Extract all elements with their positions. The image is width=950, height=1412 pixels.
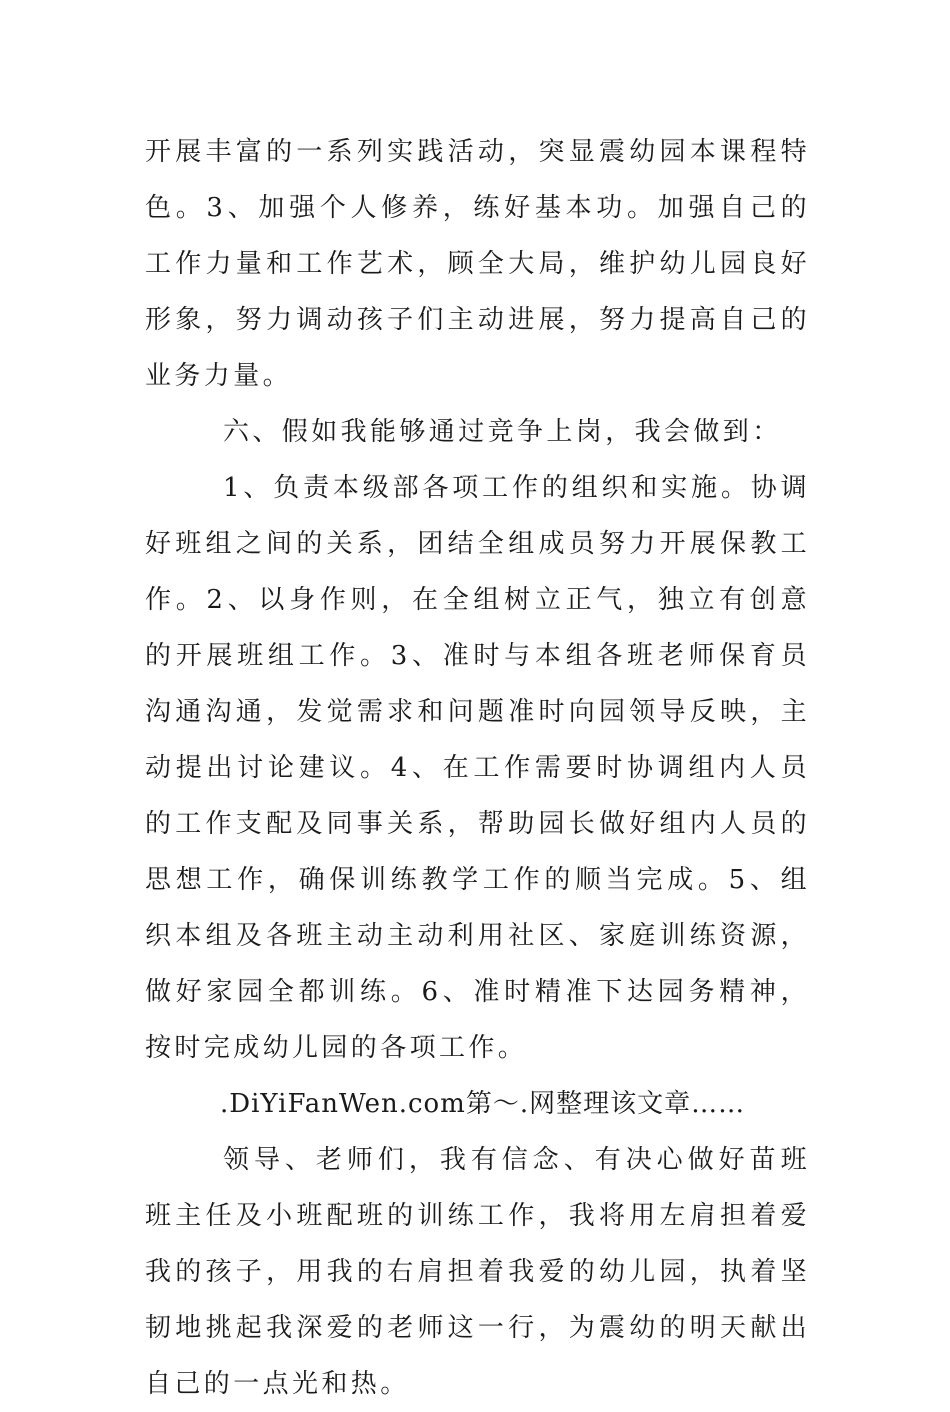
- paragraph-closing: 领导、老师们，我有信念、有决心做好苗班班主任及小班配班的训练工作，我将用左肩担着爱我的孩子，用我的右肩担着我爱的幼儿园，执着坚韧地挑起我深爱的老师这一行，为震幼的明天献出自己的一点光和热。: [145, 1145, 810, 1399]
- section-heading-six: 六、假如我能够通过竞争上岗，我会做到：: [223, 417, 782, 447]
- document-body: [145, 124, 810, 1412]
- paragraph-duties: 1、负责本级部各项工作的组织和实施。协调好班组之间的关系，团结全组成员努力开展保教工作。2、以身作则，在全组树立正气，独立有创意的开展班组工作。3、准时与本组各班老师保育员沟通沟通，发觉需求和问题准时向园领导反映，主动提出讨论建议。4、在工作需要时协调组内人员的工作支配及同事关系，帮助园长做好组内人员的思想工作，确保训练教学工作的顺当完成。5、组织本组及各班主动主动利用社区、家庭训练资源，做好家园全都训练。6、准时精准下达园务精神，按时完成幼儿园的各项工作。: [145, 473, 810, 1063]
- paragraph-continuation: 开展丰富的一系列实践活动，突显震幼园本课程特色。3、加强个人修养，练好基本功。加强自己的工作力量和工作艺术，顾全大局，维护幼儿园良好形象，努力调动孩子们主动进展，努力提高自己的业务力量。: [145, 137, 810, 391]
- source-watermark-line: .DiYiFanWen.com第～.网整理该文章……: [220, 1089, 746, 1119]
